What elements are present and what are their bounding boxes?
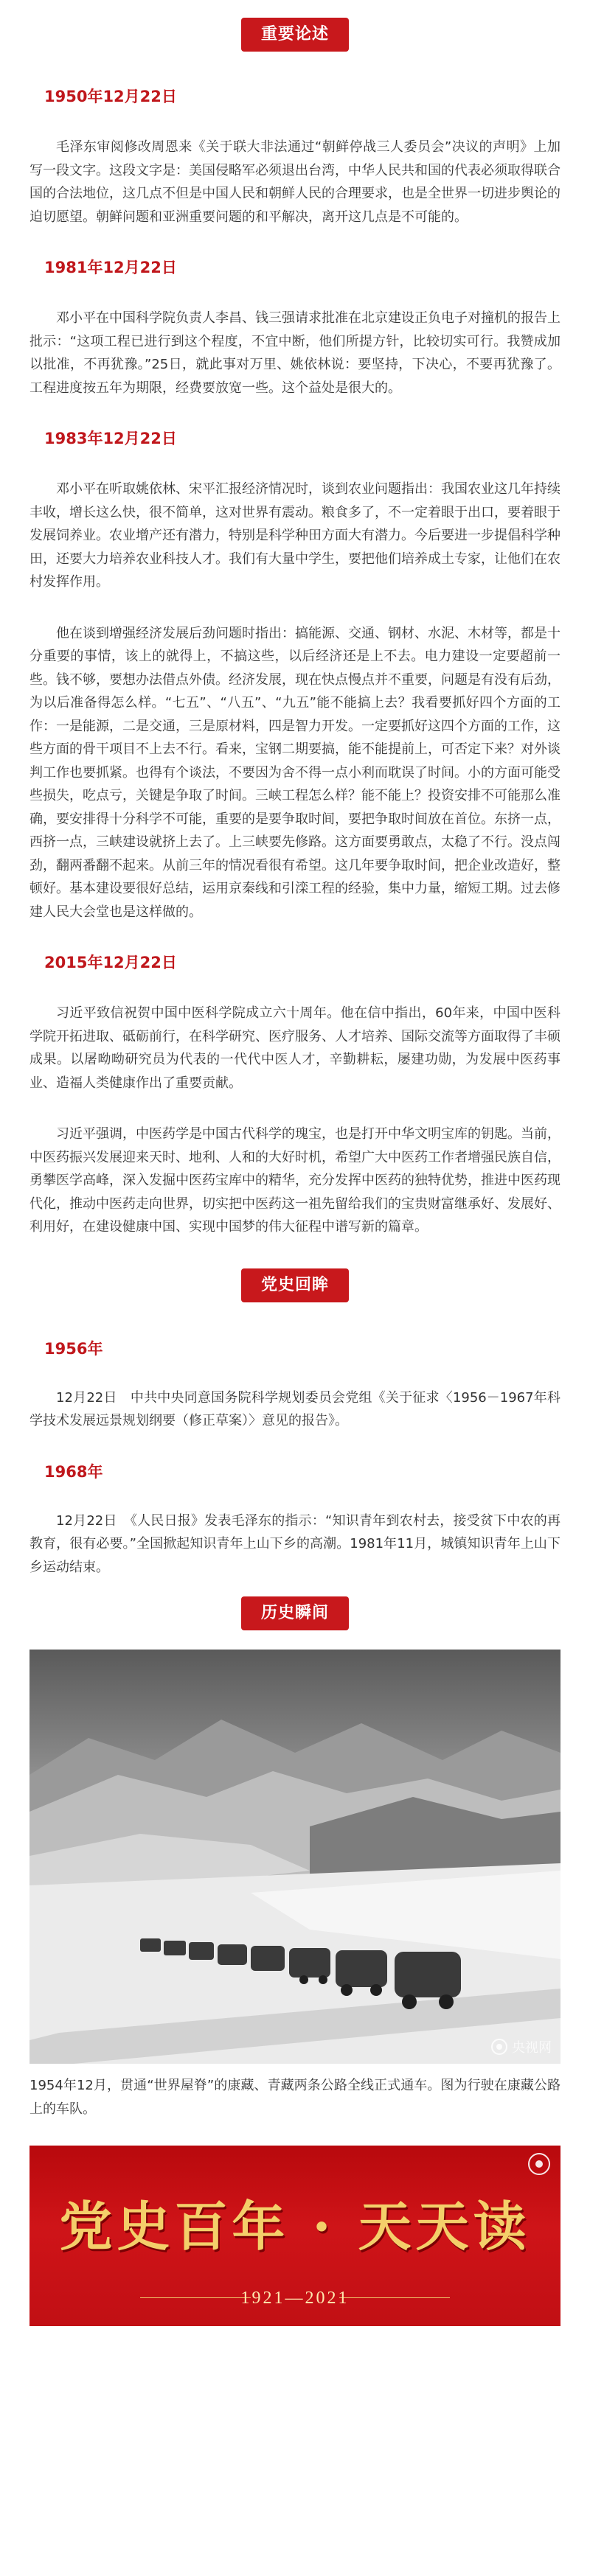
entry-paragraph-1968: 12月22日 《人民日报》发表毛泽东的指示：“知识青年到农村去，接受贫下中农的再教育，很有必要。”全国掀起知识青年上山下乡的高潮。1981年11月，城镇知识青年上山下乡运动结束。 <box>30 1512 560 1575</box>
section-moment <box>30 1596 560 1630</box>
banner-logo-icon <box>528 2153 550 2175</box>
entry-date-1981: 1981年12月22日 <box>44 259 177 276</box>
section-header-moment: 历史瞬间 <box>241 1596 349 1630</box>
entry-paragraph-1983-b: 他在谈到增强经济发展后劲问题时指出：搞能源、交通、钢材、水泥、木材等，都是十分重要的事情，该上的就得上，不搞这些，以后经济还是上不去。电力建设一定要超前一些。钱不够，要想办法借点外债。经济发展，现在快点慢点并不重要，问题是有没有后劲，为以后准备得怎么样。“七五”、“八五”、“九五”能不能搞上去？我看要抓好四个方面的工作：一是能源，二是交通，三是原材料，四是智力开发。一定要抓好这四个方面的工作，这些方面的骨干项目不上去不行。看来，宝钢二期要搞，能不能提前上，可否定下来？对外谈判工作也要抓紧。也得有个谈法，不要因为舍不得一点小利而耽误了时间。小的方面可能受些损失，吃点亏，关键是争取了时间。三峡工程怎么样？能不能上？投资安排不可能那么准确，要安排得十分科学不可能，重要的是要争取时间，要把争取时间放在首位。东挤一点，西挤一点，三峡建设就挤上去了。上三峡要先修路。这方面要勇敢点，太稳了不行。没点闯劲，翻两番翻不起来。从前三年的情况看很有希望。这几年要争取时间，把企业改造好，整顿好。基本建设要很好总结，运用京秦线和引滦工程的经验，集中力量，缩短工期。过去修建人民大会堂也是这样做的。 <box>30 625 560 920</box>
entry-date-2015: 2015年12月22日 <box>44 954 177 971</box>
entry-paragraph-1950: 毛泽东审阅修改周恩来《关于联大非法通过“朝鲜停战三人委员会”决议的声明》上加写一段文字。这段文字是：美国侵略军必须退出台湾，中华人民共和国的代表必须取得联合国的合法地位，这几点不但是中国人民和朝鲜人民的合理要求，也是全世界一切进步舆论的迫切愿望。朝鲜问题和亚洲重要问题的和平解决，离开这几点是不可能的。 <box>30 139 560 225</box>
entry-date-1956: 1956年 <box>44 1339 103 1358</box>
entry-date-1950: 1950年12月22日 <box>44 88 177 105</box>
entry-paragraph-2015-b: 习近平强调，中医药学是中国古代科学的瑰宝，也是打开中华文明宝库的钥匙。当前，中医药振兴发展迎来天时、地利、人和的大好时机，希望广大中医药工作者增强民族自信，勇攀医学高峰，深入发掘中医药宝库中的精华，充分发挥中医药的独特优势，推进中医药现代化，推动中医药走向世界，切实把中医药这一祖先留给我们的宝贵财富继承好、发展好、利用好，在建设健康中国、实现中国梦的伟大征程中谱写新的篇章。 <box>30 1126 560 1235</box>
section-header-important: 重要论述 <box>241 18 349 52</box>
section-header-review: 党史回眸 <box>241 1268 349 1302</box>
entry-paragraph-1983-a: 邓小平在听取姚依林、宋平汇报经济情况时，谈到农业问题指出：我国农业这几年持续丰收，增长这么快，很不简单，这对世界有震动。粮食多了，不一定着眼于出口，要着眼于发展饲养业。农业增产还有潜力，特别是科学种田方面大有潜力。今后要进一步提倡科学种田，还要大力培养农业科技人才。我们有大量中学生，要把他们培养成土专家，让他们在农村发挥作用。 <box>30 481 560 590</box>
historical-photo <box>30 1650 560 2064</box>
photo-watermark-text: 央视网 <box>512 2040 552 2056</box>
section-important <box>30 0 560 52</box>
photo-watermark <box>491 2037 552 2056</box>
entry-paragraph-1981: 邓小平在中国科学院负责人李昌、钱三强请求批准在北京建设正负电子对撞机的报告上批示：“这项工程已进行到这个程度，不宜中断，他们所提方针，比较切实可行。我赞成加以批准，不再犹豫。”25日，就此事对万里、姚依林说：要坚持，下决心，不要再犹豫了。工程进度按五年为期限，经费要放宽一些。这个益处是很大的。 <box>30 310 560 396</box>
banner-title: 党史百年 · 天天读 <box>59 2195 531 2258</box>
entry-paragraph-2015-a: 习近平致信祝贺中国中医科学院成立六十周年。他在信中指出，60年来，中国中医科学院开拓进取、砥砺前行，在科学研究、医疗服务、人才培养、国际交流等方面取得了丰硕成果。以屠呦呦研究员为代表的一代代中医人才，辛勤耕耘，屡建功勋，为发展中医药事业、造福人类健康作出了重要贡献。 <box>30 1005 560 1091</box>
entry-date-1983: 1983年12月22日 <box>44 430 177 447</box>
cctv-logo-icon <box>491 2039 507 2055</box>
banner-years: 1921—2021 <box>240 2289 350 2308</box>
entry-paragraph-1956: 12月22日 中共中央同意国务院科学规划委员会党组《关于征求〈1956－1967年科学技术发展远景规划纲要（修正草案）〉意见的报告》。 <box>30 1389 560 1428</box>
footer-banner <box>30 2146 560 2326</box>
photo-caption: 1954年12月，贯通“世界屋脊”的康藏、青藏两条公路全线正式通车。图为行驶在康藏公路上的车队。 <box>30 2078 560 2117</box>
section-review <box>30 1268 560 1302</box>
entry-date-1968: 1968年 <box>44 1462 103 1481</box>
photo-scene <box>30 1650 560 2064</box>
